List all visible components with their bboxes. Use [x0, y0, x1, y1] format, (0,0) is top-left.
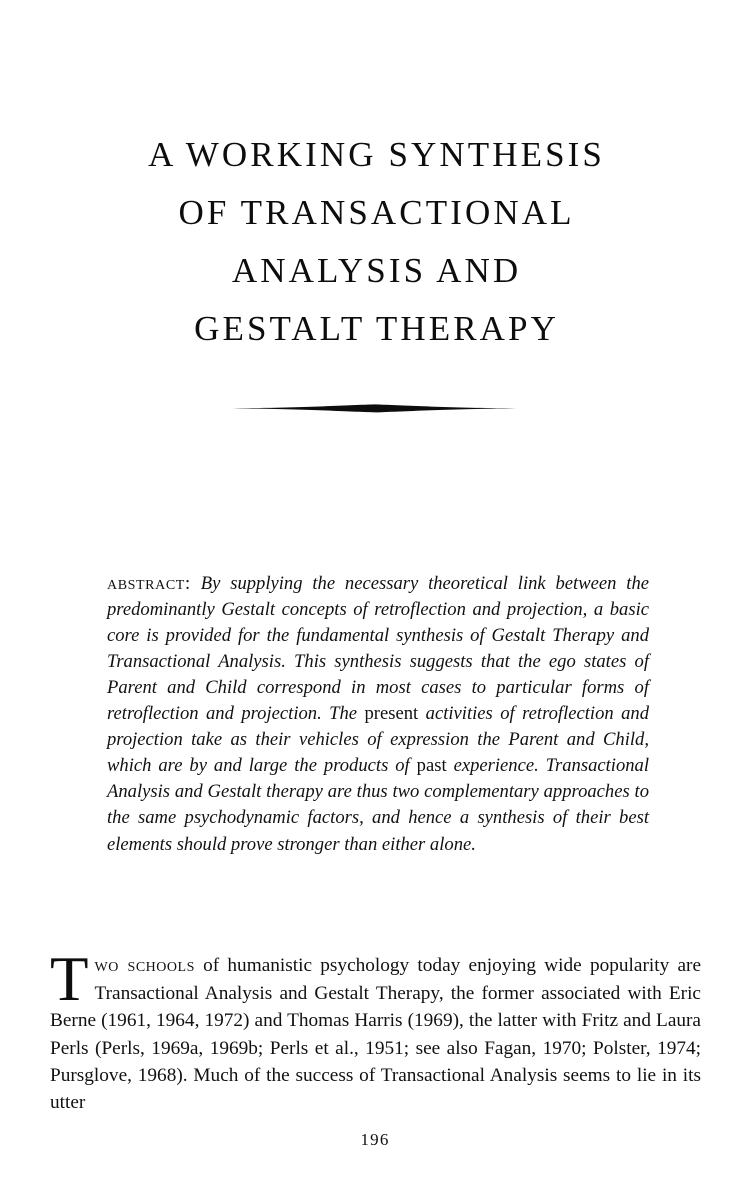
abstract-label: abstract: — [107, 572, 191, 594]
body-paragraph — [50, 944, 702, 1116]
drop-cap: T — [50, 944, 89, 1015]
page-number-folio: 196 — [360, 1130, 390, 1149]
title-line-1: A WORKING SYNTHESIS — [148, 135, 605, 174]
ornament-divider — [0, 396, 750, 420]
abstract-emphasis-present: present — [364, 703, 419, 725]
abstract-text-part-2: activities of retroflection and projection take as their vehicles of expression the Parent and Child, which are by and large the products of — [107, 703, 649, 777]
body-smallcaps-opening: wo schools — [94, 955, 195, 977]
abstract-paragraph — [107, 571, 649, 858]
abstract-text-part-1: By supplying the necessary theoretical link between the predominantly Gestalt concepts of retroflection and projection, a basic core is provided for the fundamental synthesis of Gestalt Therapy and Transactional Analysis. This synthesis suggests that the ego states of Parent and Child correspond in most cases to particular forms of retroflection and projection. The — [107, 572, 649, 725]
body-paragraph-text: of humanistic psychology today enjoying wide popularity are Transactional Analysis and Gestalt Therapy, the former associated with Eric Berne (1961, 1964, 1972) and Thomas Harris (1969), the latter with Fritz and Laura Perls (Perls, 1969a, 1969b; Perls et al., 1951; see also Fagan, 1970; Polster, 1974; Pursglove, 1968). Much of the success of Transactional Analysis seems to lie in its utter — [50, 955, 702, 1114]
abstract-emphasis-past: past — [416, 755, 447, 777]
title-line-3: ANALYSIS AND — [231, 251, 522, 290]
page-title — [0, 126, 750, 358]
title-line-4: GESTALT THERAPY — [194, 309, 559, 348]
lens-rule-icon — [224, 401, 526, 415]
title-line-2: OF TRANSACTIONAL — [178, 193, 575, 232]
abstract-text-part-3: experience. Transactional Analysis and Gestalt therapy are thus two complementary approaches to the same psychodynamic factors, and hence a synthesis of their best elements should prove stronger than either alone. — [107, 755, 650, 855]
